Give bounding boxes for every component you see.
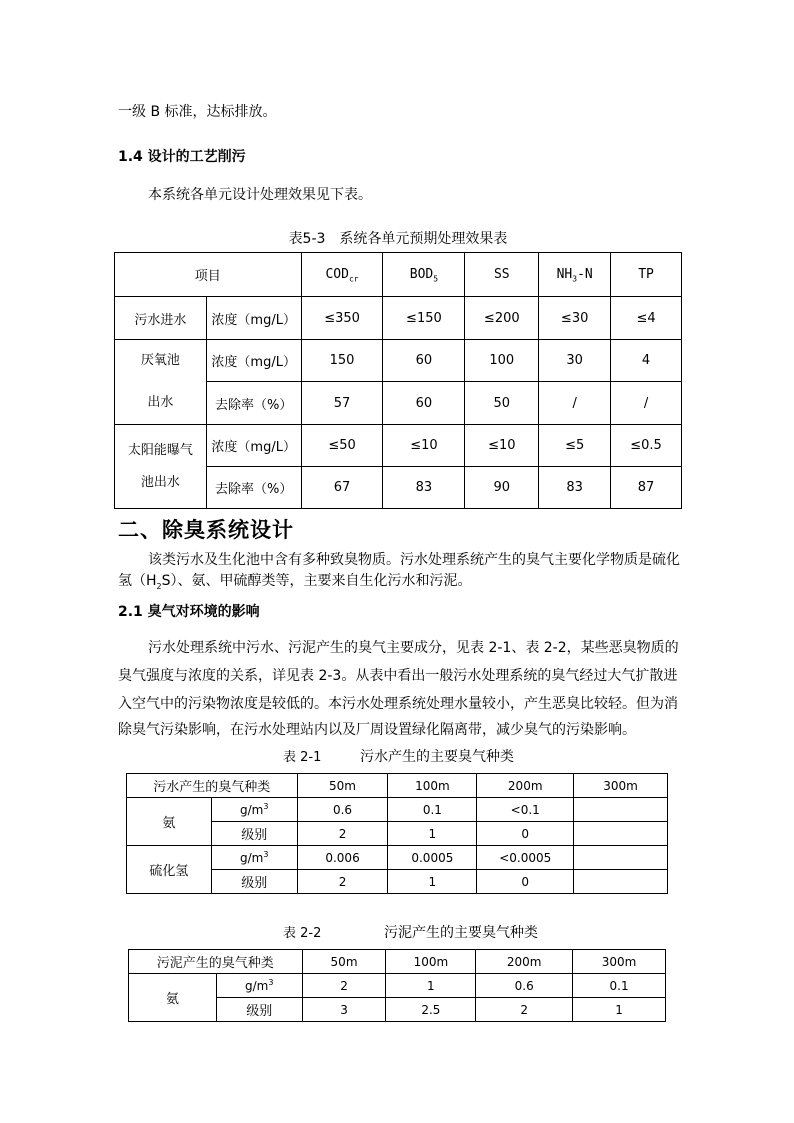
section-2-para-line2: 氢$(H_2S)$、氨、甲硫醇类等，主要来自生化污水和污泥。 [118,573,472,591]
col-header: 100m [386,950,476,974]
table-row [127,798,668,822]
col-header: 300m [574,774,668,798]
unit-gm3: $g/m^3$ [211,798,297,822]
table-row [115,297,682,340]
gas-ammonia: 氨 [127,798,212,846]
cell: ≤0.5 [611,425,682,467]
section-2-1-line4: 除臭气污染影响，在污水处理站内以及厂周设置绿化隔离带，减少臭气的污染影响。 [118,722,636,738]
table-5-3-caption: 表5-3 系统各单元预期处理效果表 [288,231,508,247]
param-removal: 去除率（%） [206,382,301,425]
cell: 2 [297,822,388,846]
section-2-1-line3: 入空气中的污染物浓度是较低的。本污水处理系统处理水量较小，产生恶臭比较轻。但为消 [118,696,678,712]
unit-level: 级别 [211,870,297,894]
cell: 150 [301,340,383,382]
cell: 60 [383,340,465,382]
cell: 2.5 [386,998,476,1022]
cell: 83 [539,467,611,509]
cell: 1 [386,974,476,998]
cell: 1 [573,998,666,1022]
table-row [127,774,668,798]
col-header: 300m [573,950,666,974]
cell: 57 [301,382,383,425]
cell [574,798,668,822]
cell: 0.006 [297,846,388,870]
table-row [127,846,668,870]
col-header: 50m [302,950,386,974]
cell: ≤50 [301,425,383,467]
cell: ≤350 [301,297,383,340]
table-row [115,253,682,297]
cell: 100 [465,340,539,382]
cell [574,846,668,870]
cell: 83 [383,467,465,509]
unit-inflow: 污水进水 [115,297,207,340]
section-2-1-line1: 污水处理系统中污水、污泥产生的臭气主要成分，见表 2-1、表 2-2，某些恶臭物质的 [148,640,679,656]
header-nh3n: $NH_3-N$ [539,253,611,297]
unit-gm3: $g/m^3$ [216,974,302,998]
table-2-1-caption-title: 污水产生的主要臭气种类 [360,749,514,765]
cell: 60 [383,382,465,425]
header-tp: TP [611,253,682,297]
header-bod: $BOD_5$ [383,253,465,297]
cell: ≤200 [465,297,539,340]
cell: <0.1 [477,798,574,822]
col-header: 100m [388,774,477,798]
cell: 0.6 [476,974,573,998]
param-conc: 浓度（mg/L） [206,340,301,382]
cell: 1 [388,822,477,846]
cell: 87 [611,467,682,509]
unit-gm3: $g/m^3$ [211,846,297,870]
cell: 1 [388,870,477,894]
cell: 2 [302,974,386,998]
header-ss: SS [465,253,539,297]
cell: ≤4 [611,297,682,340]
cell: 4 [611,340,682,382]
param-conc: 浓度（mg/L） [206,425,301,467]
cell: ≤10 [465,425,539,467]
header-item: 项目 [115,253,302,297]
cell: 0.6 [297,798,388,822]
section-2-1-heading: 2.1 臭气对环境的影响 [118,604,260,620]
cell: ≤30 [539,297,611,340]
cell: 3 [302,998,386,1022]
cell: 2 [297,870,388,894]
header-kind: 污泥产生的臭气种类 [129,950,303,974]
section-2-para-line1: 该类污水及生化池中含有多种致臭物质。污水处理系统产生的臭气主要化学物质是硫化 [148,552,680,568]
cell: ≤5 [539,425,611,467]
table-2-2 [128,949,666,1022]
param-conc: 浓度（mg/L） [206,297,301,340]
table-2-2-caption-number: 表 2-2 [283,926,322,941]
cell [574,822,668,846]
unit-anaerobic: 厌氧池 出水 [115,340,207,425]
table-2-1 [126,773,668,894]
table-row [115,425,682,467]
table-2-1-caption-number: 表 2-1 [283,750,322,765]
unit-level: 级别 [211,822,297,846]
cell: 0 [477,822,574,846]
cell: <0.0005 [477,846,574,870]
cell: 2 [476,998,573,1022]
table-row [129,974,666,998]
unit-level: 级别 [216,998,302,1022]
table-row [115,340,682,382]
cell: 90 [465,467,539,509]
section-1-4-heading: 1.4 设计的工艺削污 [118,149,246,165]
table-5-3 [114,252,682,509]
col-header: 200m [477,774,574,798]
gas-hydrogen-sulfide: 硫化氢 [127,846,212,894]
cell: 0.1 [388,798,477,822]
cell: 0 [477,870,574,894]
section-2-1-line2: 臭气强度与浓度的关系，详见表 2-3。从表中看出一般污水处理系统的臭气经过大气扩散进 [118,668,678,684]
cell: ≤10 [383,425,465,467]
cell: 0.1 [573,974,666,998]
unit-solar-aeration: 太阳能曝气 池出水 [115,425,207,509]
table-row [129,950,666,974]
intro-line: 一级 B 标准，达标排放。 [118,104,277,120]
cell: 67 [301,467,383,509]
section-2-heading: 二、除臭系统设计 [118,518,294,542]
cell [574,870,668,894]
cell: ≤150 [383,297,465,340]
col-header: 200m [476,950,573,974]
header-kind: 污水产生的臭气种类 [127,774,298,798]
section-1-4-body: 本系统各单元设计处理效果见下表。 [148,187,372,203]
table-2-2-caption-title: 污泥产生的主要臭气种类 [384,925,538,941]
header-cod: $COD_{cr}$ [301,253,383,297]
col-header: 50m [297,774,388,798]
cell: 50 [465,382,539,425]
param-removal: 去除率（%） [206,467,301,509]
cell: 30 [539,340,611,382]
cell: / [539,382,611,425]
cell: / [611,382,682,425]
cell: 0.0005 [388,846,477,870]
gas-ammonia: 氨 [129,974,217,1022]
